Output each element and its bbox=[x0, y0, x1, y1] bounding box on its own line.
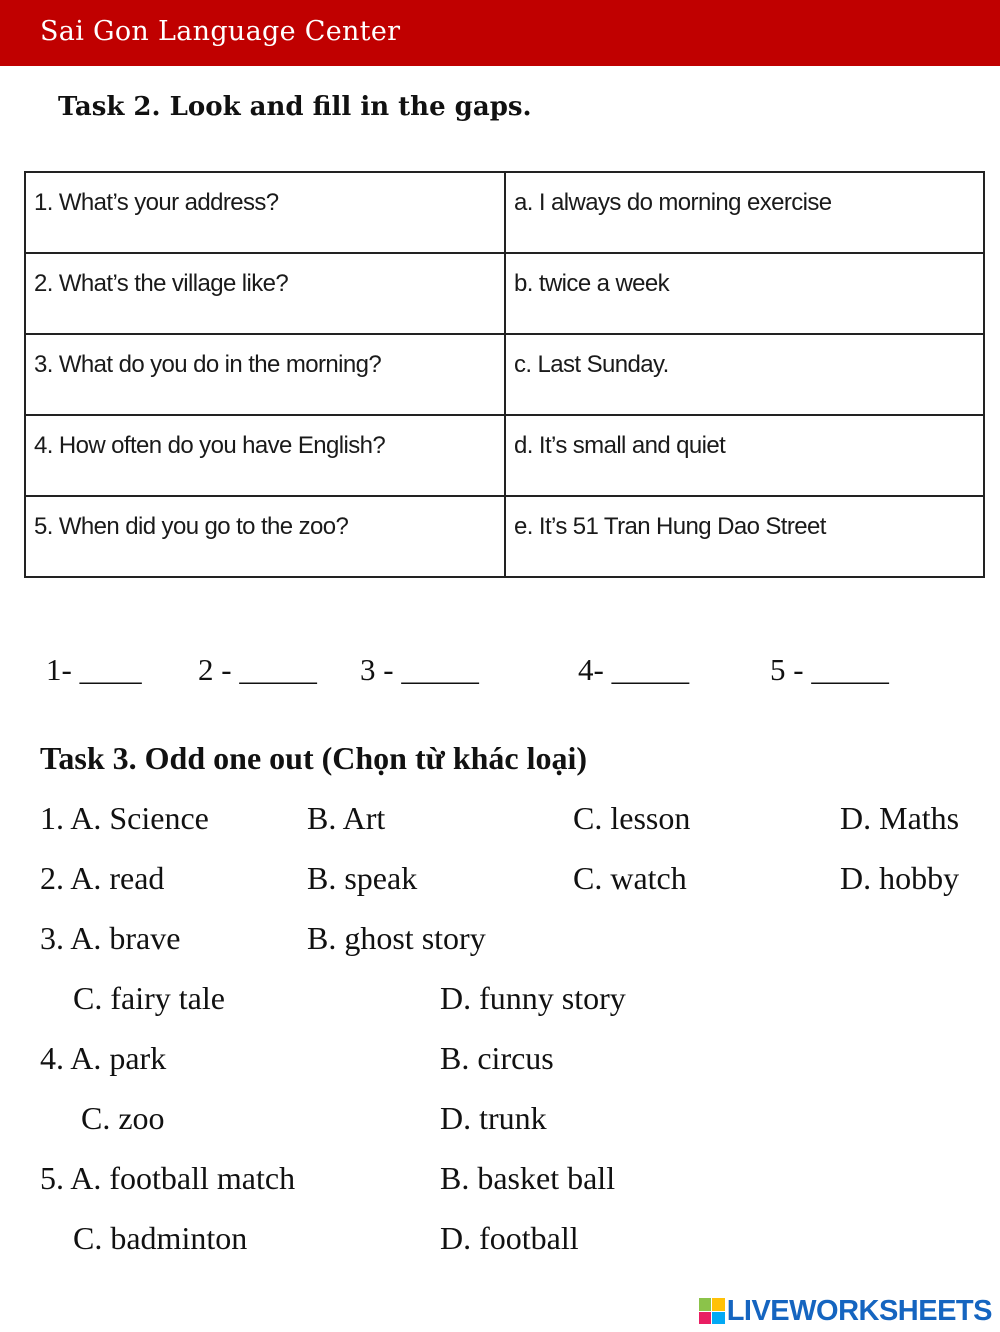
table-row bbox=[25, 496, 984, 577]
q5-option-d[interactable]: D. football bbox=[440, 1220, 579, 1256]
q1-option-d[interactable]: D. Maths bbox=[840, 800, 960, 836]
answer-blank-1[interactable]: 1- ____ bbox=[46, 652, 142, 687]
answer-blank-5[interactable]: 5 - _____ bbox=[770, 652, 889, 687]
q3-option-c[interactable]: C. fairy tale bbox=[73, 980, 225, 1016]
matching-table bbox=[24, 171, 985, 578]
q1-option-c[interactable]: C. lesson bbox=[573, 800, 691, 836]
q2-option-a[interactable]: 2. A. read bbox=[40, 860, 165, 896]
answer-cell: a. I always do morning exercise bbox=[505, 172, 984, 253]
header-bar bbox=[0, 0, 1000, 66]
table-row bbox=[25, 334, 984, 415]
q2-option-c[interactable]: C. watch bbox=[573, 860, 687, 896]
question-cell: 4. How often do you have English? bbox=[25, 415, 505, 496]
q4-option-c[interactable]: C. zoo bbox=[81, 1100, 165, 1136]
q2-option-d[interactable]: D. hobby bbox=[840, 860, 960, 896]
q2-option-b[interactable]: B. speak bbox=[307, 860, 418, 896]
answer-cell: c. Last Sunday. bbox=[505, 334, 984, 415]
q5-option-b[interactable]: B. basket ball bbox=[440, 1160, 616, 1196]
answer-cell: e. It’s 51 Tran Hung Dao Street bbox=[505, 496, 984, 577]
answer-cell: d. It’s small and quiet bbox=[505, 415, 984, 496]
question-cell: 5. When did you go to the zoo? bbox=[25, 496, 505, 577]
question-cell: 3. What do you do in the morning? bbox=[25, 334, 505, 415]
question-cell: 2. What’s the village like? bbox=[25, 253, 505, 334]
liveworksheets-icon bbox=[699, 1298, 725, 1324]
answer-cell: b. twice a week bbox=[505, 253, 984, 334]
q3-option-b[interactable]: B. ghost story bbox=[307, 920, 486, 956]
liveworksheets-logo[interactable] bbox=[699, 1295, 992, 1327]
q4-option-d[interactable]: D. trunk bbox=[440, 1100, 547, 1136]
q5-option-c[interactable]: C. badminton bbox=[73, 1220, 248, 1256]
task2-title: Task 2. Look and fill in the gaps. bbox=[58, 92, 532, 122]
answer-blank-4[interactable]: 4- _____ bbox=[578, 652, 690, 687]
q5-option-a[interactable]: 5. A. football match bbox=[40, 1160, 296, 1196]
q1-option-b[interactable]: B. Art bbox=[307, 800, 386, 836]
question-cell: 1. What’s your address? bbox=[25, 172, 505, 253]
q1-option-a[interactable]: 1. A. Science bbox=[40, 800, 209, 836]
table-row bbox=[25, 172, 984, 253]
q4-option-a[interactable]: 4. A. park bbox=[40, 1040, 167, 1076]
q4-option-b[interactable]: B. circus bbox=[440, 1040, 554, 1076]
task3-title: Task 3. Odd one out (Chọn từ khác loại) bbox=[40, 740, 588, 776]
table-row bbox=[25, 415, 984, 496]
brand-name: LIVEWORKSHEETS bbox=[726, 1294, 992, 1327]
q3-option-d[interactable]: D. funny story bbox=[440, 980, 626, 1016]
center-name: Sai Gon Language Center bbox=[40, 16, 401, 47]
q3-option-a[interactable]: 3. A. brave bbox=[40, 920, 181, 956]
table-row bbox=[25, 253, 984, 334]
answer-blank-2[interactable]: 2 - _____ bbox=[198, 652, 317, 687]
answer-blank-3[interactable]: 3 - _____ bbox=[360, 652, 479, 687]
